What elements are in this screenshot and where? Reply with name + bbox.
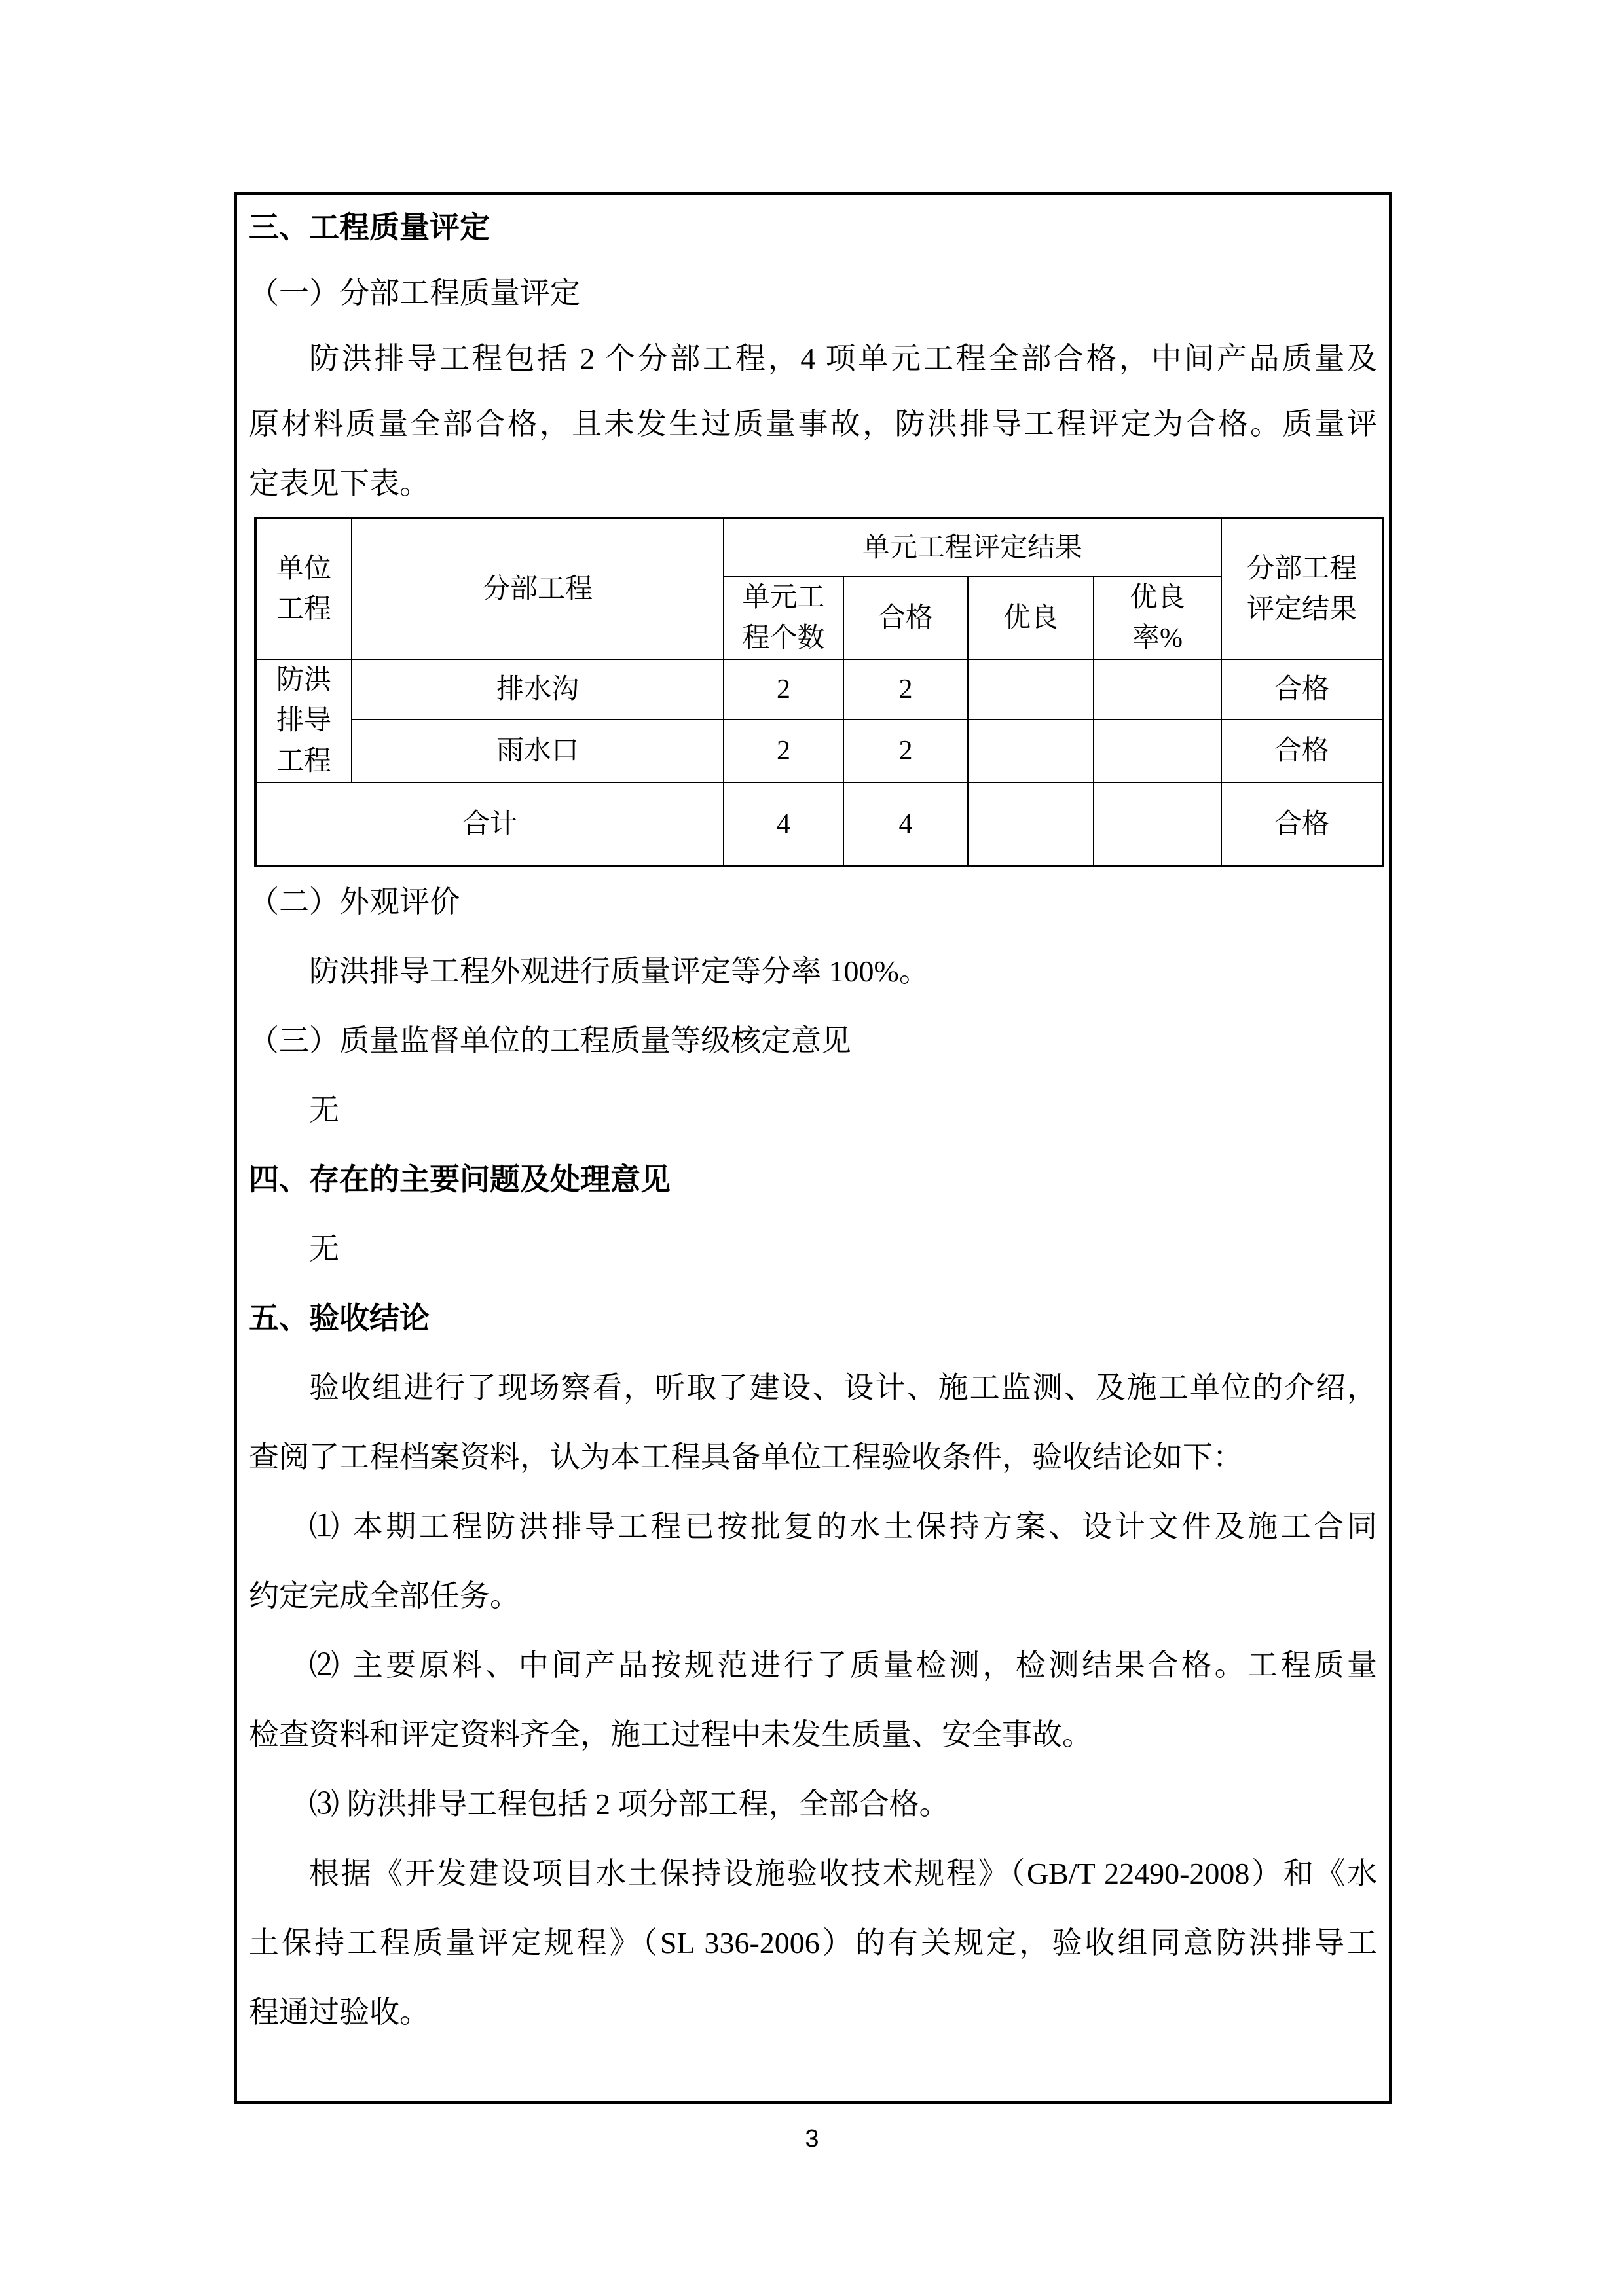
cell-total-label: 合计	[255, 782, 724, 866]
paragraph-3-line-2: 查阅了工程档案资料，认为本工程具备单位工程验收条件，验收结论如下：	[249, 1440, 1243, 1474]
header-excellent-rate-line1: 优良	[1130, 583, 1185, 613]
paragraph-7-line-3: 程通过验收。	[249, 1995, 430, 2029]
none-answer-2: 无	[309, 1232, 339, 1266]
header-unit-project-line2: 工程	[276, 594, 331, 625]
cell-count: 2	[724, 659, 843, 720]
cell-excellent	[968, 720, 1094, 782]
cell-unit-project-name-line2: 排导	[276, 706, 331, 736]
header-unit-count-line2: 程个数	[742, 623, 825, 653]
header-unit-count-line1: 单元工	[742, 583, 825, 613]
cell-count: 2	[724, 720, 843, 782]
table-row	[255, 720, 1383, 782]
paragraph-4-line-2: 约定完成全部任务。	[249, 1579, 520, 1613]
header-unit-project-line1: 单位	[276, 553, 331, 584]
paragraph-5-line-2: 检查资料和评定资料齐全，施工过程中未发生质量、安全事故。	[249, 1718, 1092, 1751]
section-3-sub-3: （三）质量监督单位的工程质量等级核定意见	[249, 1024, 851, 1057]
paragraph-6: ⑶ 防洪排导工程包括 2 项分部工程，全部合格。	[309, 1787, 950, 1821]
section-4-heading: 四、存在的主要问题及处理意见	[249, 1163, 671, 1196]
page-number: 3	[805, 2125, 819, 2153]
quality-evaluation-table	[254, 517, 1384, 867]
header-division-project: 分部工程	[352, 518, 724, 659]
header-division-result	[1221, 518, 1383, 659]
cell-total-excellent-rate	[1094, 782, 1221, 866]
section-5-heading: 五、验收结论	[249, 1302, 430, 1335]
document-border	[234, 192, 1392, 2104]
paragraph-1-line-1: 防洪排导工程包括 2 个分部工程，4 项单元工程全部合格，中间产品质量及	[309, 342, 1377, 375]
header-excellent: 优良	[968, 577, 1094, 659]
cell-qualified: 2	[843, 659, 968, 720]
header-division-result-line1: 分部工程	[1247, 553, 1357, 584]
cell-excellent-rate	[1094, 659, 1221, 720]
cell-total-count: 4	[724, 782, 843, 866]
table-row	[255, 659, 1383, 720]
cell-division: 排水沟	[352, 659, 724, 720]
cell-total-result: 合格	[1221, 782, 1383, 866]
paragraph-7-line-2: 土保持工程质量评定规程》（SL 336-2006）的有关规定，验收组同意防洪排导工	[249, 1926, 1377, 1959]
paragraph-2: 防洪排导工程外观进行质量评定等分率 100%。	[309, 955, 929, 988]
table-header-row-group	[255, 518, 1383, 577]
header-excellent-rate	[1094, 577, 1221, 659]
paragraph-1-line-2: 原材料质量全部合格，且未发生过质量事故，防洪排导工程评定为合格。质量评	[249, 407, 1377, 441]
paragraph-4-line-1: ⑴ 本期工程防洪排导工程已按批复的水土保持方案、设计文件及施工合同	[309, 1510, 1377, 1543]
cell-total-excellent	[968, 782, 1094, 866]
cell-unit-project-name	[255, 659, 352, 782]
header-qualified: 合格	[843, 577, 968, 659]
header-division-result-line2: 评定结果	[1247, 594, 1357, 625]
cell-result: 合格	[1221, 659, 1383, 720]
cell-qualified: 2	[843, 720, 968, 782]
paragraph-5-line-1: ⑵ 主要原料、中间产品按规范进行了质量检测，检测结果合格。工程质量	[309, 1649, 1377, 1682]
section-3-heading: 三、工程质量评定	[249, 211, 490, 244]
section-3-sub-1: （一）分部工程质量评定	[249, 276, 580, 310]
paragraph-7-line-1: 根据《开发建设项目水土保持设施验收技术规程》（GB/T 22490-2008）和《水	[309, 1857, 1377, 1890]
paragraph-3-line-1: 验收组进行了现场察看，听取了建设、设计、施工监测、及施工单位的介绍，	[309, 1371, 1377, 1404]
cell-excellent-rate	[1094, 720, 1221, 782]
none-answer-1: 无	[309, 1093, 339, 1127]
cell-division: 雨水口	[352, 720, 724, 782]
cell-total-qualified: 4	[843, 782, 968, 866]
cell-unit-project-name-line3: 工程	[276, 746, 331, 776]
header-excellent-rate-line2: 率%	[1132, 623, 1183, 653]
paragraph-1-line-3: 定表见下表。	[249, 467, 430, 500]
header-unit-result-group: 单元工程评定结果	[724, 518, 1221, 577]
cell-excellent	[968, 659, 1094, 720]
header-unit-project	[255, 518, 352, 659]
cell-unit-project-name-line1: 防洪	[276, 665, 331, 695]
section-3-sub-2: （二）外观评价	[249, 885, 460, 919]
cell-result: 合格	[1221, 720, 1383, 782]
header-unit-count	[724, 577, 843, 659]
table-total-row	[255, 782, 1383, 866]
